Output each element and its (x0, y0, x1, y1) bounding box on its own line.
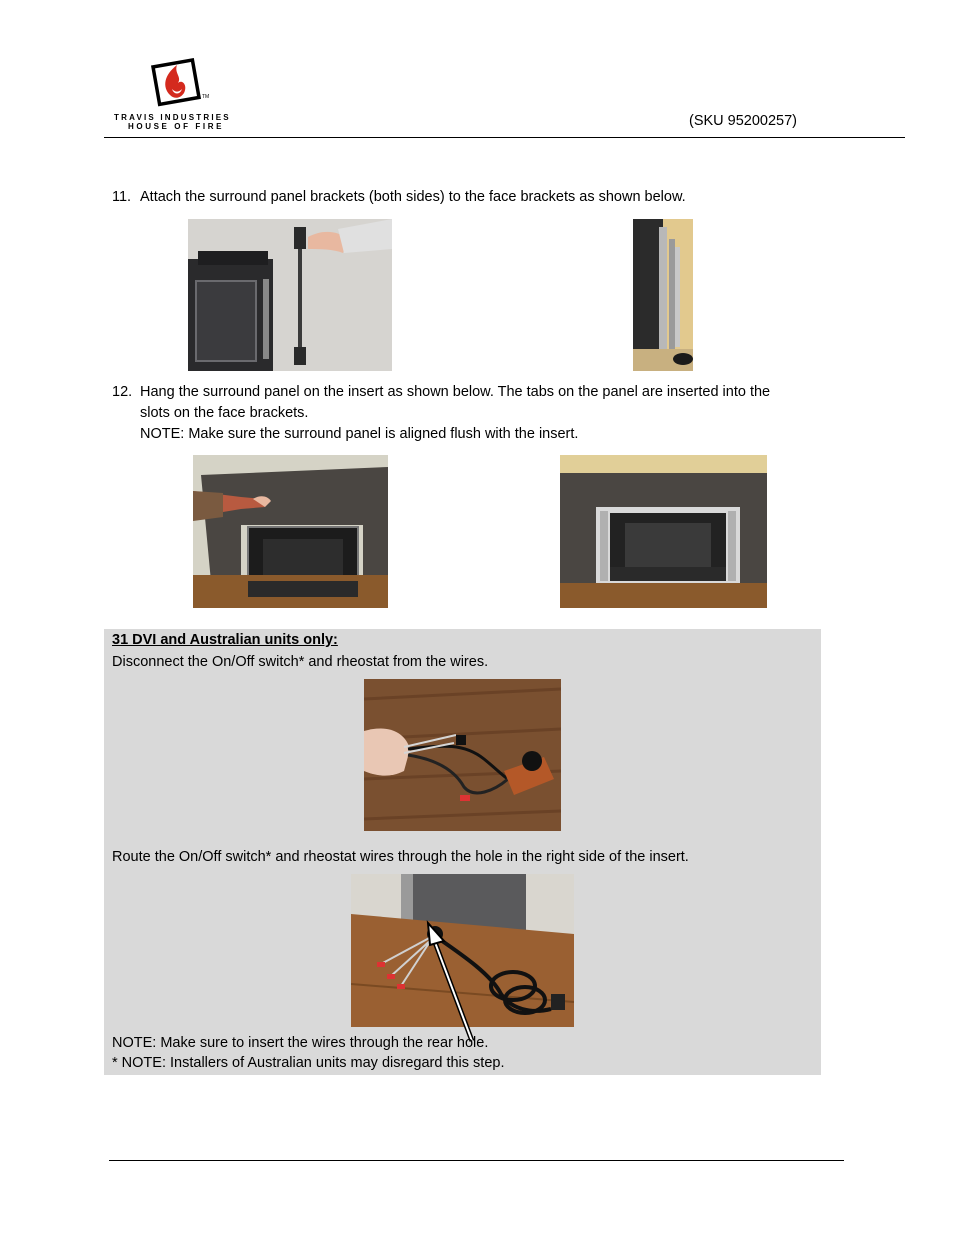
callout-note: NOTE: Make sure to insert the wires through the rear hole. (112, 1035, 489, 1051)
callout-note: * NOTE: Installers of Australian units may disregard this step. (112, 1055, 505, 1071)
arrow-indicator (420, 915, 500, 1045)
step-number: 12. (112, 384, 133, 400)
callout-title: 31 DVI and Australian units only: (112, 632, 338, 648)
step-number: 11. (112, 189, 132, 205)
brand-tagline: HOUSE OF FIRE (128, 122, 225, 131)
photo-panel-installed (560, 455, 767, 608)
footer-divider (109, 1160, 844, 1161)
callout-instruction: Disconnect the On/Off switch* and rheostat from the wires. (112, 654, 489, 670)
header-divider (104, 137, 905, 138)
sku-label: (SKU 95200257) (689, 113, 798, 129)
callout-instruction: Route the On/Off switch* and rheostat wires through the hole in the right side of the insert. (112, 849, 689, 865)
step-text: slots on the face brackets. (140, 405, 309, 421)
trademark-mark: TM (202, 94, 210, 100)
step-text: Hang the surround panel on the insert as shown below. The tabs on the panel are inserted into the (140, 384, 771, 400)
photo-bracket-side (633, 219, 693, 371)
step-text: Attach the surround panel brackets (both sides) to the face brackets as shown below. (140, 189, 686, 205)
photo-hang-panel (193, 455, 388, 608)
photo-disconnect-switch (364, 679, 561, 831)
step-note: NOTE: Make sure the surround panel is aligned flush with the insert. (140, 426, 579, 442)
brand-name: TRAVIS INDUSTRIES (114, 113, 231, 122)
photo-bracket-attach (188, 219, 392, 371)
